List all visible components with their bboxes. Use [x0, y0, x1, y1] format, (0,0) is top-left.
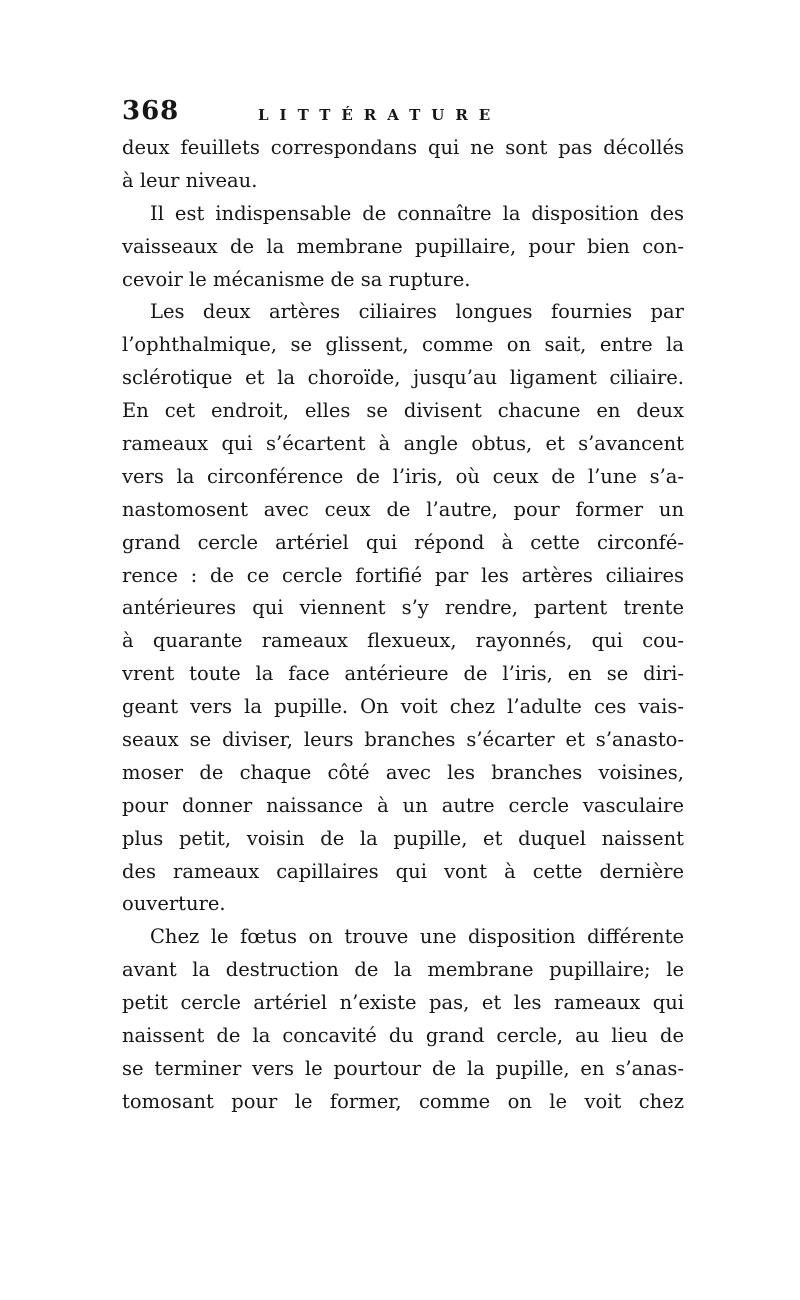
text-line: vaisseaux de la membrane pupillaire, pour bien con-	[122, 234, 684, 258]
text-line: naissent de la concavité du grand cercle, au lieu de	[122, 1024, 684, 1048]
text-line: antérieures qui viennent s’y rendre, partent trente	[122, 596, 684, 620]
text-line: Il est indispensable de connaître la disposition des	[150, 201, 684, 225]
text-line: pour donner naissance à un autre cercle vasculaire	[122, 793, 684, 817]
text-line: rameaux qui s’écartent à angle obtus, et s’avancent	[122, 432, 684, 456]
text-line: vers la circonférence de l’iris, où ceux de l’une s’a-	[122, 464, 684, 488]
text-line: l’ophthalmique, se glissent, comme on sait, entre la	[122, 333, 684, 357]
text-line: geant vers la pupille. On voit chez l’adulte ces vais-	[122, 695, 684, 719]
text-line: deux feuillets correspondans qui ne sont pas décollés	[122, 136, 684, 159]
page-number: 368	[122, 96, 180, 126]
text-line: seaux se diviser, leurs branches s’écarter et s’anasto-	[122, 728, 684, 752]
text-line: sclérotique et la choroïde, jusqu’au ligament ciliaire.	[122, 366, 684, 390]
text-line: des rameaux capillaires qui vont à cette dernière	[122, 859, 684, 883]
text-line: ouverture.	[122, 892, 226, 916]
running-head: LITTÉRATURE	[258, 106, 502, 124]
text-line: petit cercle artériel n’existe pas, et les rameaux qui	[122, 991, 684, 1015]
text-line: vrent toute la face antérieure de l’iris, en se diri-	[122, 662, 684, 686]
text-line: grand cercle artériel qui répond à cette circonfé-	[122, 530, 684, 554]
text-line: Chez le fœtus on trouve une disposition différente	[150, 925, 684, 949]
text-line: moser de chaque côté avec les branches voisines,	[122, 760, 684, 784]
text-line: plus petit, voisin de la pupille, et duquel naissent	[122, 826, 684, 850]
text-line: tomosant pour le former, comme on le voit chez	[122, 1089, 684, 1113]
text-line: se terminer vers le pourtour de la pupille, en s’anas-	[122, 1056, 684, 1080]
text-line: En cet endroit, elles se divisent chacune en deux	[122, 399, 684, 423]
text-line: cevoir le mécanisme de sa rupture.	[122, 267, 471, 291]
text-line: Les deux artères ciliaires longues fournies par	[150, 300, 684, 324]
text-line: nastomosent avec ceux de l’autre, pour former un	[122, 497, 684, 521]
body-text	[122, 132, 684, 1119]
text-line: à leur niveau.	[122, 168, 258, 192]
text-line: à quarante rameaux flexueux, rayonnés, qui cou-	[122, 629, 684, 653]
text-line: rence : de ce cercle fortifié par les artères ciliaires	[122, 563, 684, 587]
text-line: avant la destruction de la membrane pupillaire; le	[122, 958, 684, 982]
